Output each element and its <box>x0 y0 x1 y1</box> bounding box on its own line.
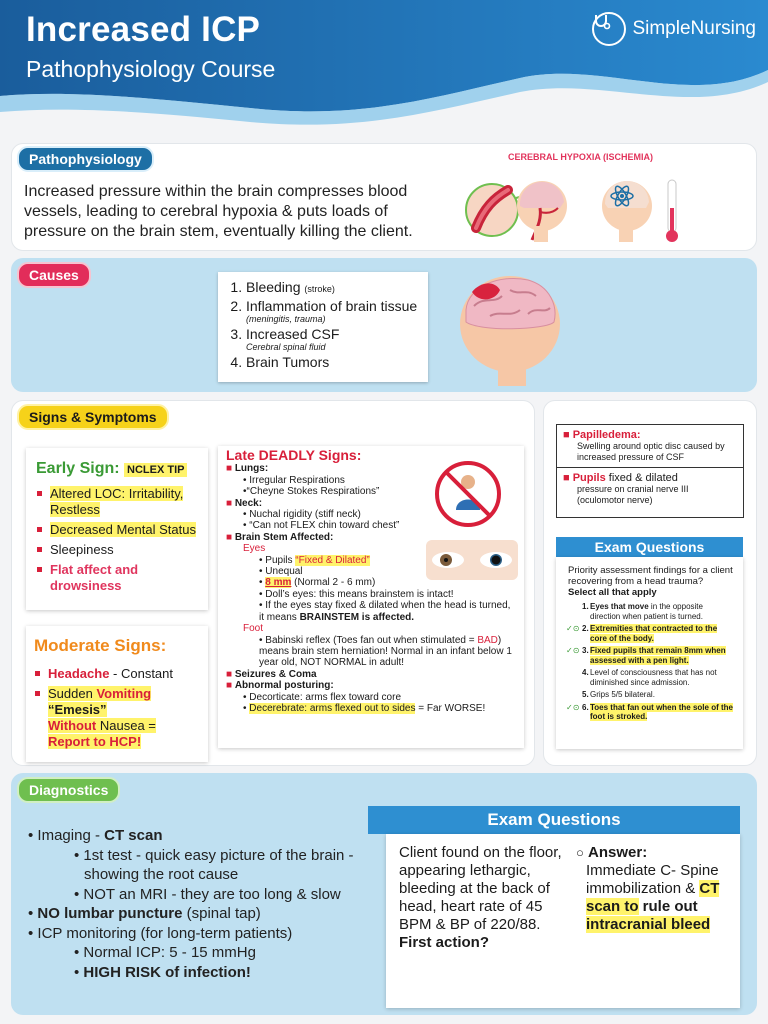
list-item: Altered LOC: Irritability, Restless <box>36 486 198 518</box>
list-item: • 1st test - quick easy picture of the brain - showing the root cause <box>74 846 354 883</box>
exam-option[interactable]: 5. Grips 5/5 bilateral. <box>582 690 655 699</box>
cerebral-hypoxia-illustration <box>462 168 688 248</box>
list-item: • Babinski reflex (Toes fan out when stimulated = BAD) means brain stem herniation! Normal in an infant below 1 year old, NOT NORMAL in adult! <box>259 634 512 669</box>
neck-heading: ■ Neck: <box>226 497 263 509</box>
list-item: • Unequal <box>259 566 303 578</box>
exam-questions-header-2: Exam Questions <box>368 806 740 834</box>
exam-option[interactable]: ✓⊙ 2. Extremities that contracted to the core of the body. <box>566 624 718 643</box>
list-item: Sleepiness <box>36 542 198 558</box>
eyes-illustration <box>426 540 518 580</box>
moderate-signs-title: Moderate Signs: <box>34 636 167 655</box>
eyes-subheading: Eyes <box>243 543 266 555</box>
brand-name: SimpleNursing <box>632 18 756 39</box>
list-item: 1. Bleeding (stroke) <box>246 279 418 297</box>
list-item: Decreased Mental Status <box>36 522 198 538</box>
checkmark-icon: ✓⊙ <box>566 702 580 712</box>
cerebral-hypoxia-label: CEREBRAL HYPOXIA (ISCHEMIA) <box>508 152 654 162</box>
list-item: • Normal ICP: 5 - 15 mmHg <box>74 944 256 961</box>
causes-list <box>228 279 418 370</box>
pathophysiology-label: Pathophysiology <box>17 146 154 172</box>
pupils-heading: ■ Pupils fixed & dilated <box>563 472 678 484</box>
list-item: Sudden Vomiting “Emesis” Without Nausea = Report to HCP! <box>34 686 198 750</box>
list-item: • HIGH RISK of infection! <box>74 963 251 981</box>
exam-option[interactable]: 4. Level of consciousness that has not diminished since admission. <box>582 668 717 687</box>
causes-label: Causes <box>17 262 91 288</box>
list-item: • NO lumbar puncture (spinal tap) <box>28 905 261 922</box>
list-item: 2. Inflammation of brain tissue (meningitis, trauma) <box>246 298 418 325</box>
early-sign-list <box>36 486 198 594</box>
pupils-text: pressure on cranial nerve III (oculomotor nerve) <box>577 484 689 505</box>
papilledema-heading: ■ Papilledema: <box>563 429 641 441</box>
list-item: Headache - Constant <box>34 666 198 682</box>
list-item: • ICP monitoring (for long-term patients) <box>28 924 293 942</box>
pathophysiology-text: Increased pressure within the brain compresses blood vessels, leading to cerebral hypoxia & puts loads of pressure on the brain stem, eventually killing the client. <box>24 183 413 240</box>
diagnostics-list <box>28 826 358 982</box>
exam-answer: ○ Answer: Immediate C- Spine immobilization & CT scan to rule out intracranial bleed <box>576 844 720 933</box>
list-item: • “Can not FLEX chin toward chest” <box>243 520 400 532</box>
foot-subheading: Foot <box>243 623 264 635</box>
eye-findings-card <box>556 424 744 518</box>
brainstem-heading: ■ Brain Stem Affected: <box>226 531 334 543</box>
list-item: • Doll’s eyes: this means brainstem is intact! <box>259 588 454 600</box>
exam-option[interactable]: ✓⊙ 6. Toes that fan out when the sole of the foot is stroked. <box>566 702 733 721</box>
exam-question-text-2: Client found on the floor, appearing lethargic, bleeding at the back of head, heart rate of 45 BPM & BP of 220/88. First action? <box>399 844 562 951</box>
stethoscope-icon <box>592 12 626 46</box>
list-item: 3. Increased CSF Cerebral spinal fluid <box>246 326 418 353</box>
seizures-heading: ■ Seizures & Coma <box>226 668 317 680</box>
list-item: • Nuchal rigidity (stiff neck) <box>243 509 361 521</box>
lungs-heading: ■ Lungs: <box>226 463 269 475</box>
exam-question-text: Priority assessment findings for a client recovering from a head trauma? <box>568 565 733 587</box>
causes-list-card <box>218 272 428 382</box>
exam-questions-header: Exam Questions <box>556 537 743 557</box>
moderate-signs-list <box>34 666 198 750</box>
list-item: • Pupils “Fixed & Dilated” <box>259 554 370 566</box>
no-neck-flex-icon <box>434 460 502 528</box>
header-banner <box>0 0 768 140</box>
brand-logo[interactable] <box>592 12 756 46</box>
select-all-label: Select all that apply <box>568 587 657 598</box>
moderate-signs-card <box>26 626 208 762</box>
papilledema-text: Swelling around optic disc caused by increased pressure of CSF <box>577 441 725 462</box>
exam-option[interactable]: ✓⊙ 3. Fixed pupils that remain 8mm when assessed with a pen light. <box>566 646 726 665</box>
checkmark-icon: ✓⊙ <box>566 646 580 655</box>
early-sign-title: Early Sign: <box>36 460 120 477</box>
exam-question-card <box>556 557 743 749</box>
exam-question-card-2 <box>386 834 740 1008</box>
list-item: • Irregular Respirations <box>243 474 345 486</box>
late-signs-title: Late DEADLY Signs: <box>226 447 362 463</box>
nclex-tip-badge: NCLEX TIP <box>124 463 187 477</box>
checkmark-icon: ✓⊙ <box>566 624 580 633</box>
signs-label: Signs & Symptoms <box>17 404 169 430</box>
list-item: • Decorticate: arms flex toward core <box>243 691 401 703</box>
page-subtitle: Pathophysiology Course <box>26 56 276 82</box>
posturing-heading: ■ Abnormal posturing: <box>226 680 334 692</box>
list-item: •“Cheyne Stokes Respirations” <box>243 486 380 498</box>
diagnostics-label: Diagnostics <box>17 777 120 803</box>
list-item: • Imaging - CT scan <box>28 827 163 844</box>
list-item: • Decerebrate: arms flexed out to sides = Far WORSE! <box>243 702 486 714</box>
list-item: • NOT an MRI - they are too long & slow <box>74 885 341 903</box>
list-item: 4. Brain Tumors <box>246 354 418 370</box>
list-item: Flat affect and drowsiness <box>36 562 198 594</box>
brain-head-illustration <box>450 266 570 386</box>
exam-option[interactable]: 1. Eyes that move in the opposite direction when patient is turned. <box>582 602 703 621</box>
list-item: • If the eyes stay fixed & dilated when the head is turned, it means BRAINSTEM is affected. <box>259 600 511 623</box>
page-title: Increased ICP <box>26 10 261 49</box>
list-item: • 8 mm (Normal 2 - 6 mm) <box>259 577 376 589</box>
early-sign-card <box>26 448 208 610</box>
